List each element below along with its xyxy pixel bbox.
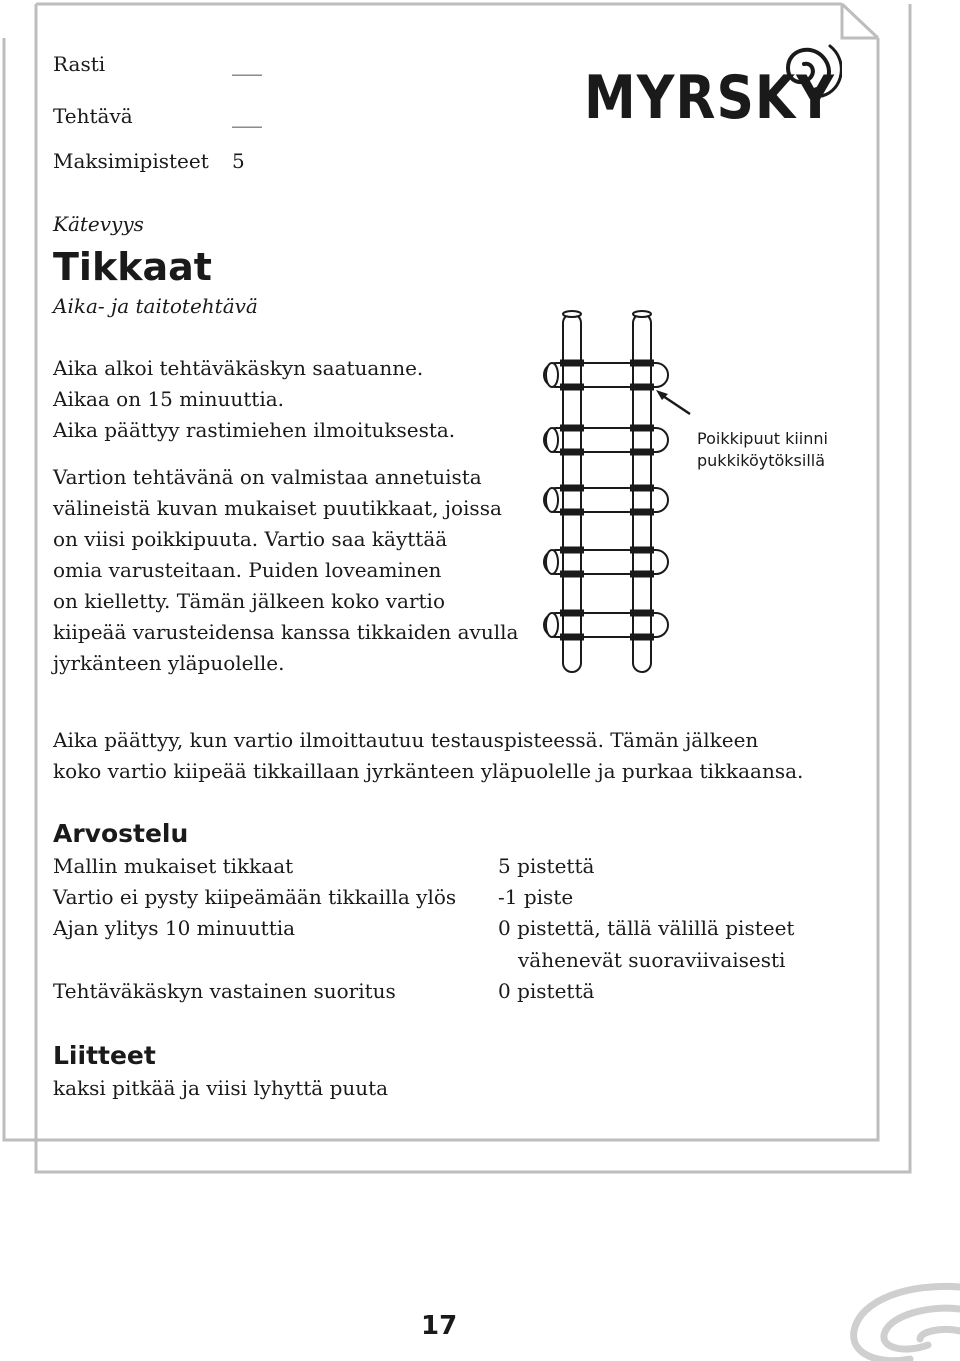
description-paragraph xyxy=(53,462,518,679)
ladder-rung-end xyxy=(546,428,558,452)
ladder-rung-end xyxy=(546,488,558,512)
scoring-criterion: Tehtäväkäskyn vastainen suoritus xyxy=(53,979,396,1003)
field-label-tehtava: Tehtävä xyxy=(53,104,133,128)
task-category: Kätevyys xyxy=(53,212,144,236)
scoring-points: 0 pistettä, tällä välillä pisteet xyxy=(498,916,795,940)
ladder-rung-end xyxy=(546,613,558,637)
lashing-mark xyxy=(561,426,583,431)
lashing-mark xyxy=(631,635,653,640)
description-line: välineistä kuvan mukaiset puutikkaat, joissa xyxy=(53,496,502,520)
field-label-rasti: Rasti xyxy=(53,52,106,76)
lashing-mark xyxy=(631,361,653,366)
intro-line: Aika alkoi tehtäväkäskyn saatuanne. xyxy=(53,356,424,380)
scoring-points: 0 pistettä xyxy=(498,979,595,1003)
ladder-rung-end xyxy=(546,550,558,574)
lashing-mark xyxy=(561,611,583,616)
lashing-mark xyxy=(561,635,583,640)
scoring-criterion: Vartio ei pysty kiipeämään tikkailla ylös xyxy=(53,885,457,909)
field-label-maksimipisteet: Maksimipisteet xyxy=(53,149,209,173)
page-number: 17 xyxy=(421,1311,458,1341)
attachments-text: kaksi pitkää ja viisi lyhyttä puuta xyxy=(53,1076,389,1100)
ladder-rail-top xyxy=(563,311,581,317)
lashing-mark xyxy=(631,548,653,553)
lashing-mark xyxy=(631,385,653,390)
scoring-points: 5 pistettä xyxy=(498,854,595,878)
task-subtitle: Aika- ja taitotehtävä xyxy=(53,294,258,318)
field-value-maksimipisteet: 5 xyxy=(232,149,245,173)
lashing-mark xyxy=(561,450,583,455)
spiral-decoration-icon xyxy=(840,1275,960,1361)
intro-line: Aikaa on 15 minuuttia. xyxy=(53,387,285,411)
lashing-mark xyxy=(631,426,653,431)
intro-line: Aika päättyy rastimiehen ilmoituksesta. xyxy=(53,418,456,442)
annotation-line: Poikkipuut kiinni xyxy=(697,429,828,448)
description-line: kiipeää varusteidensa kanssa tikkaiden avulla xyxy=(53,620,519,644)
attachments-heading: Liitteet xyxy=(53,1041,156,1070)
lashing-mark xyxy=(631,572,653,577)
lashing-mark xyxy=(631,486,653,491)
field-value-rasti: ___ xyxy=(232,52,262,76)
lashing-mark xyxy=(631,510,653,515)
intro-paragraph xyxy=(53,353,455,446)
ladder-rung-end xyxy=(546,363,558,387)
scoring-criterion: Mallin mukaiset tikkaat xyxy=(53,854,294,878)
lashing-mark xyxy=(561,486,583,491)
description-line: omia varusteitaan. Puiden loveaminen xyxy=(53,558,442,582)
description-line: on kielletty. Tämän jälkeen koko vartio xyxy=(53,589,445,613)
lashing-mark xyxy=(561,572,583,577)
lashing-mark xyxy=(561,510,583,515)
description-line: on viisi poikkipuuta. Vartio saa käyttää xyxy=(53,527,448,551)
lashing-mark xyxy=(631,450,653,455)
scoring-heading: Arvostelu xyxy=(53,819,189,848)
figure-annotation xyxy=(697,428,828,472)
after-line: koko vartio kiipeää tikkaillaan jyrkänteen yläpuolelle ja purkaa tikkaansa. xyxy=(53,759,804,783)
lashing-mark xyxy=(631,611,653,616)
lashing-mark xyxy=(561,385,583,390)
after-line: Aika päättyy, kun vartio ilmoittautuu testauspisteessä. Tämän jälkeen xyxy=(53,728,759,752)
after-paragraph xyxy=(53,725,803,787)
lashing-mark xyxy=(561,548,583,553)
description-line: Vartion tehtävänä on valmistaa annetuista xyxy=(53,465,482,489)
myrsky-logo xyxy=(582,40,842,140)
scoring-points-continued: vähenevät suoraviivaisesti xyxy=(518,948,786,972)
lashing-mark xyxy=(561,361,583,366)
scoring-points: -1 piste xyxy=(498,885,574,909)
logo-text: MYRSKY xyxy=(584,64,835,133)
page-title: Tikkaat xyxy=(53,245,212,289)
description-line: jyrkänteen yläpuolelle. xyxy=(53,651,285,675)
annotation-line: pukkiköytöksillä xyxy=(697,451,826,470)
field-value-tehtava: ___ xyxy=(232,104,262,128)
ladder-figure xyxy=(530,300,710,680)
ladder-rail-top xyxy=(633,311,651,317)
scoring-criterion: Ajan ylitys 10 minuuttia xyxy=(53,916,296,940)
